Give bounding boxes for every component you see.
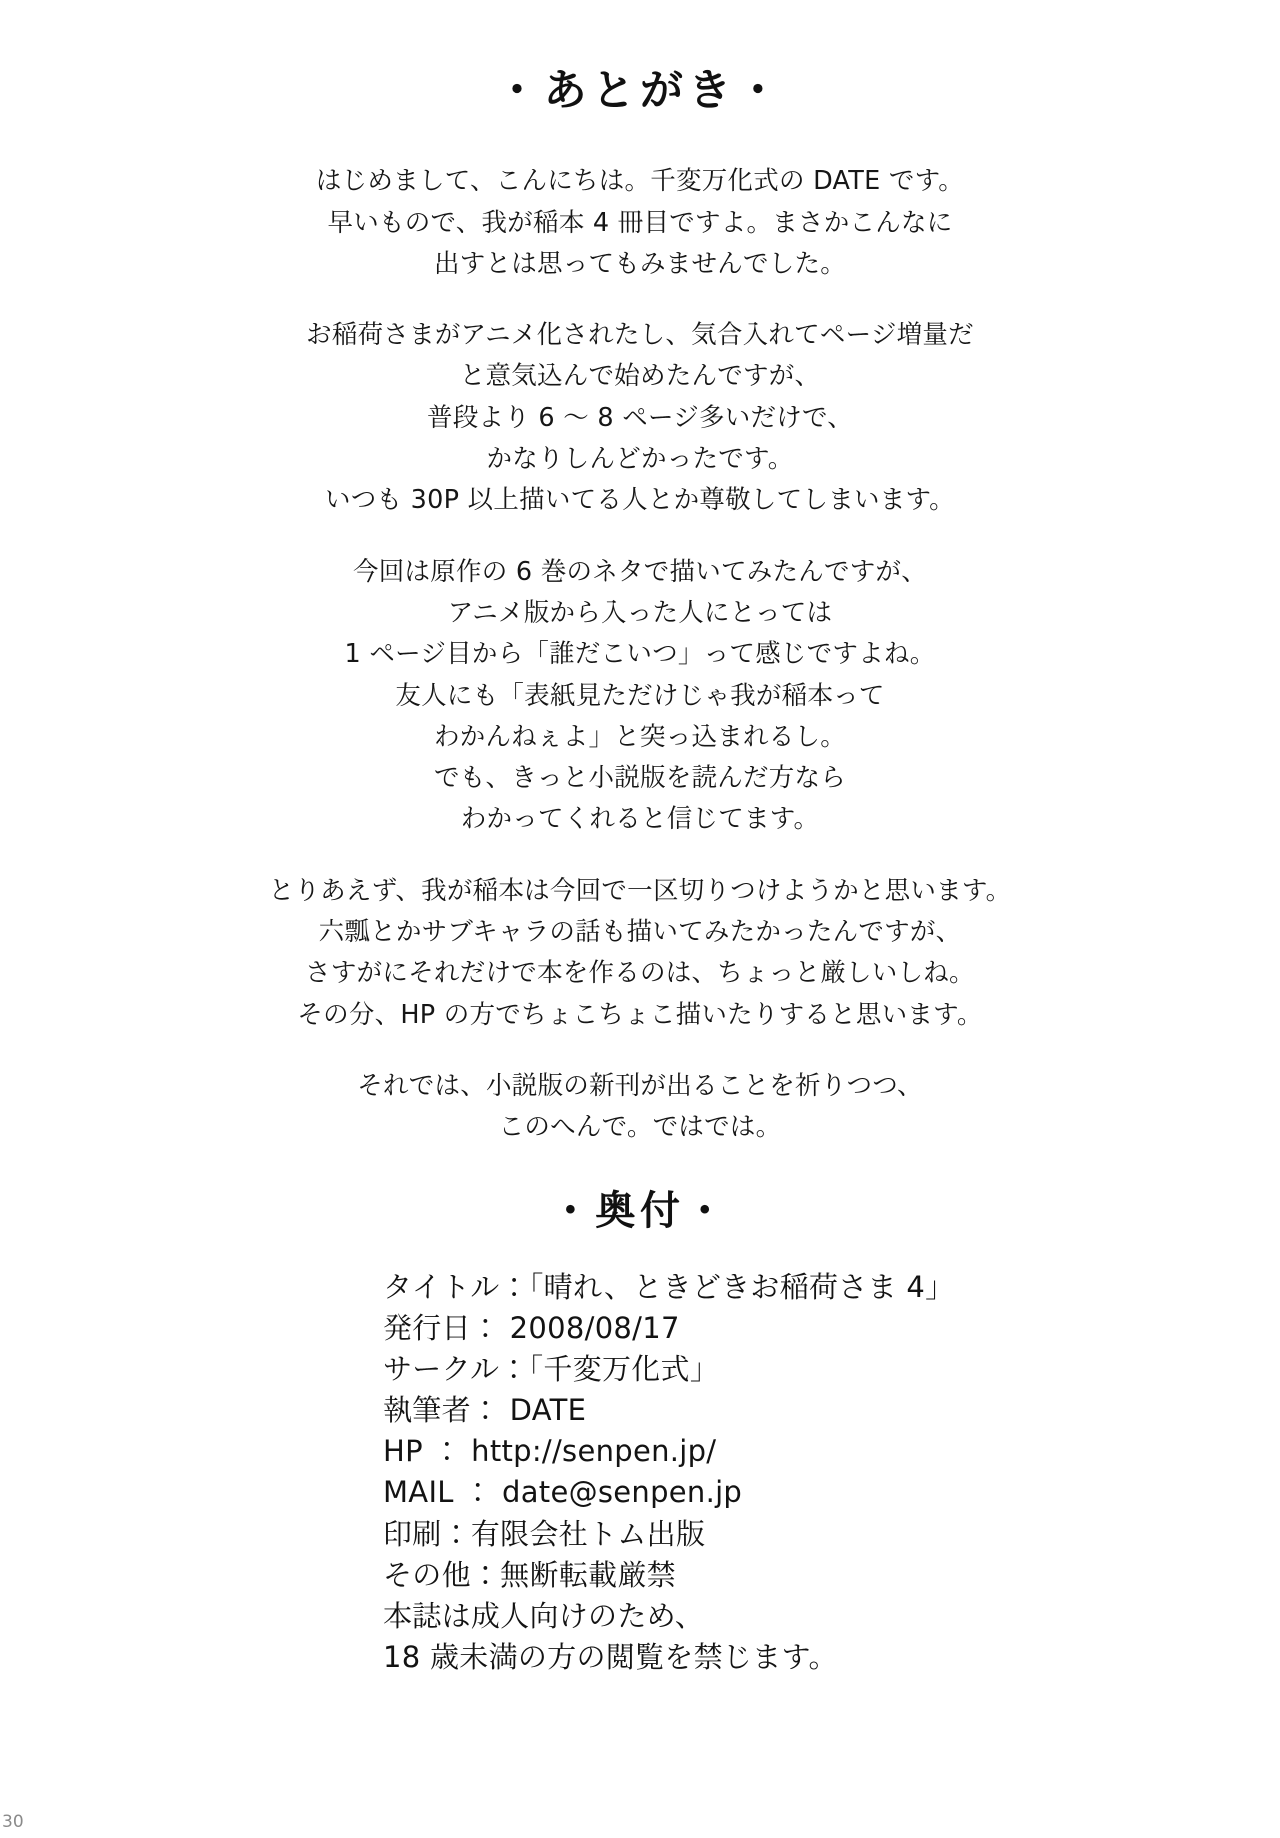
afterword-line: 出すとは思ってもみませんでした。 [433,248,847,279]
afterword-paragraph [140,1066,1140,1149]
afterword-paragraph [140,871,1140,1036]
afterword-line: お稲荷さまがアニメ化されたし、気合入れてページ増量だ [306,320,974,351]
afterword-line: アニメ版から入った人にとっては [447,597,833,628]
afterword-line: とりあえず、我が稲本は今回で一区切りつけようかと思います。 [268,875,1012,906]
afterword-line: と意気込んで始めたんですが、 [459,361,821,392]
afterword-body [140,161,1140,1148]
colophon-author: 執筆者： DATE [383,1393,587,1428]
colophon-heading: ・奥付・ [550,1187,730,1234]
afterword-line: いつも 30P 以上描いてる人とか尊敬してしまいます。 [325,485,955,516]
afterword-line: さすがにそれだけで本を作るのは、ちょっと厳しいしね。 [305,958,975,989]
colophon-date: 発行日： 2008/08/17 [383,1310,680,1345]
colophon-adult-notice-line2: 18 歳未満の方の閲覧を禁じます。 [383,1640,838,1675]
afterword-paragraph [140,161,1140,285]
afterword-line: でも、きっと小説版を読んだ方なら [433,763,847,794]
afterword-line: はじめまして、こんにちは。千変万化式の DATE です。 [315,166,965,197]
colophon-title: タイトル：「晴れ、ときどきお稲荷さま 4」 [383,1269,955,1304]
afterword-line: それでは、小説版の新刊が出ることを祈りつつ、 [357,1070,923,1101]
colophon-circle: サークル：「千変万化式」 [383,1351,720,1386]
colophon-homepage: HP ： http://senpen.jp/ [383,1434,717,1469]
afterword-line: 友人にも「表紙見ただけじゃ我が稲本って [395,680,885,711]
page-number: 30 [2,1812,24,1832]
afterword-line: このへんで。ではでは。 [498,1112,782,1143]
afterword-line: その分、HP の方でちょこちょこ描いたりすると思います。 [297,999,983,1030]
afterword-paragraph [140,552,1140,841]
afterword-paragraph [140,315,1140,521]
afterword-line: かなりしんどかったです。 [486,444,794,475]
colophon-mail: MAIL ： date@senpen.jp [383,1475,743,1510]
afterword-line: わかんねぇよ」と突っ込まれるし。 [433,721,847,752]
afterword-line: 六瓢とかサブキャラの話も描いてみたかったんですが、 [318,917,962,948]
colophon-list [140,1267,1140,1679]
colophon-other: その他：無断転載厳禁 [383,1557,676,1592]
afterword-line: 1 ページ目から「誰だこいつ」って感じですよね。 [344,639,936,670]
afterword-line: 普段より 6 ～ 8 ページ多いだけで、 [427,402,853,433]
colophon-adult-notice-line1: 本誌は成人向けのため、 [383,1598,705,1633]
colophon-printer: 印刷：有限会社トム出版 [383,1516,706,1551]
afterword-line: 早いもので、我が稲本 4 冊目ですよ。まさかこんなに [327,207,953,238]
afterword-line: わかってくれると信じてます。 [460,804,820,835]
afterword-heading: ・あとがき・ [495,66,785,116]
afterword-line: 今回は原作の 6 巻のネタで描いてみたんですが、 [352,556,928,587]
